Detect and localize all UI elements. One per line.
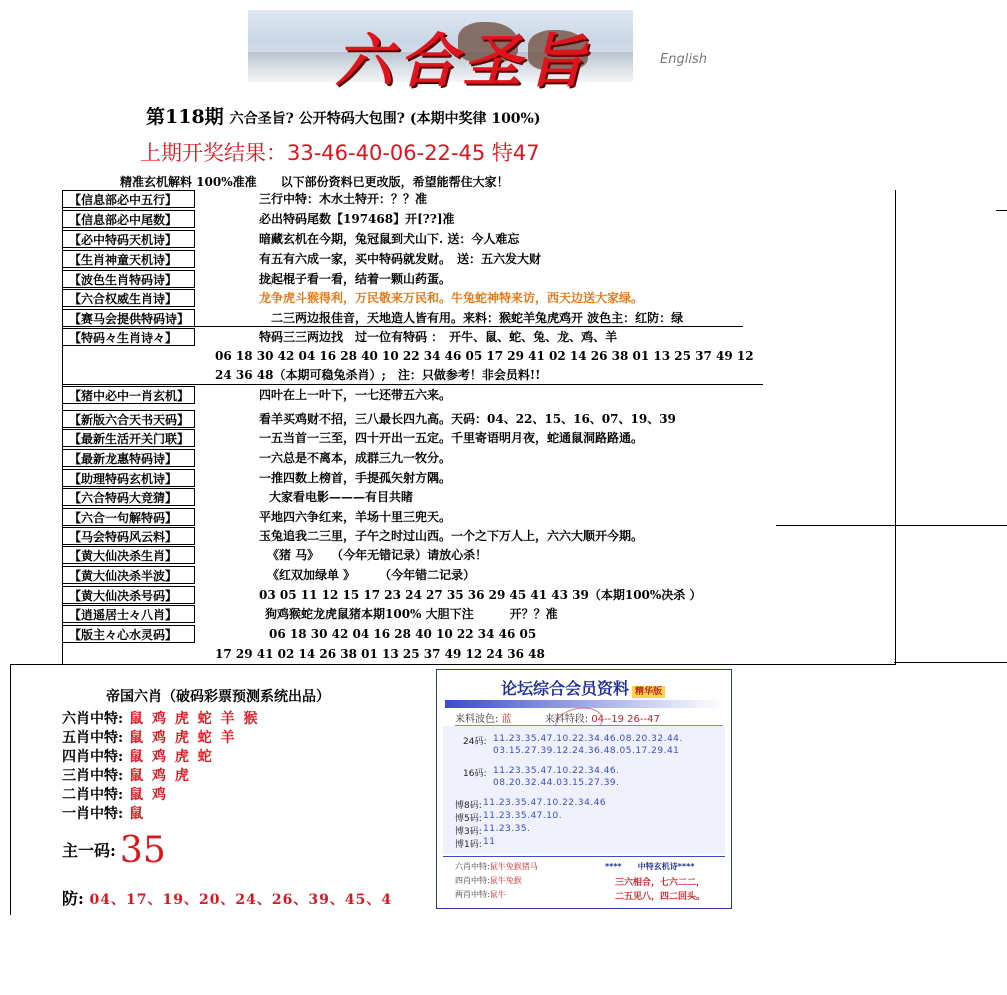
card-group-line: 11.23.35.47.10. [483, 811, 563, 821]
card-foot-label: 六肖中特: [455, 862, 490, 871]
row-label: 【马会特码风云料】 [63, 527, 195, 545]
card-foot-line [455, 875, 522, 886]
row-label: 【新版六合天书天码】 [63, 410, 195, 428]
card-footer [443, 856, 725, 905]
card-group-line: 11 [483, 837, 496, 847]
card-group-label: 博3码: [455, 827, 482, 837]
six-zodiac-row [62, 727, 237, 747]
row-value: 暗藏玄机在今期，兔冠鼠到犬山下. 送：今人难忘 [259, 232, 520, 246]
row-label: 【六合权威生肖诗】 [63, 289, 195, 307]
main-code-value: 35 [119, 830, 166, 871]
period-subtitle: 六合圣旨? 公开特码大包围? (本期中奖律 100%) [229, 111, 541, 127]
card-group-label: 博5码: [455, 814, 482, 824]
row-value: 二三两边报佳音，天地造人皆有用。来料：猴蛇羊兔虎鸡开 波色主：红防：绿 [271, 311, 684, 325]
previous-result: 上期开奖结果：33-46-40-06-22-45 特47 [140, 141, 540, 165]
card-group-label: 博1码: [455, 840, 482, 850]
row-value: 一推四数上榜首，手提孤矢射方隅。 [259, 471, 452, 485]
main-code [62, 830, 166, 871]
card-group-line: 08.20.32.44.03.15.27.39. [493, 778, 620, 788]
row-value: 有五有六成一家，买中特码就发财。 送：五六发大财 [259, 252, 542, 266]
card-group-line: 11.23.35.47.10.22.34.46. [493, 766, 620, 776]
card-group-line: 11.23.35.47.10.22.34.46 [483, 798, 607, 808]
six-zodiac-label: 二肖中特: [62, 787, 124, 803]
six-zodiac-row [62, 765, 191, 785]
row-value: 四叶在上一叶下，一七还带五六来。 [259, 388, 452, 402]
row-label: 【特码々生肖诗々】 [63, 328, 195, 346]
tips-table [62, 190, 896, 665]
six-zodiac-row [62, 746, 214, 766]
row-label: 【信息部必中尾数】 [63, 210, 195, 228]
six-zodiac-answer: 鼠 鸡 虎 蛇 [129, 749, 214, 765]
row-label: 【波色生肖特码诗】 [63, 270, 195, 288]
row-label: 【信息部必中五行】 [63, 190, 195, 208]
card-foot-value: 鼠牛 [489, 890, 506, 899]
main-code-label: 主一码: [62, 841, 116, 860]
row-value: 必出特码尾数【197468】开[??]准 [259, 212, 455, 226]
card-src-color: 蓝 [501, 714, 512, 725]
intro-text: 精准玄机解料 100%准准 以下部份资料已更改版，希望能帮住大家！ [120, 175, 509, 189]
card-title [447, 676, 719, 698]
zodiac-numbers-line-1: 06 18 30 42 04 16 28 40 10 22 34 46 05 17 29 41 02 14 26 38 01 13 25 37 49 12 [215, 349, 754, 363]
six-zodiac-answer: 鼠 鸡 虎 蛇 羊 [129, 730, 237, 746]
row-label: 【生肖神童天机诗】 [63, 250, 195, 268]
heart-numbers-line-2: 17 29 41 02 14 26 38 01 13 25 37 49 12 24 36 48 [215, 647, 545, 661]
six-zodiac-title: 帝国六肖（破码彩票预测系统出品） [106, 689, 330, 705]
defense-label: 防: [62, 889, 84, 908]
row-value: 平地四六争红来，羊场十里三兜天。 [259, 510, 452, 524]
card-foot-value: 鼠牛兔猴 [489, 876, 522, 885]
row-value: 大家看电影———有目共睹 [269, 490, 414, 504]
row-value: 一五当首一三至，四十开出一五定。千里寄语明月夜，蛇通鼠洞路路通。 [259, 431, 644, 445]
row-label: 【助理特码玄机诗】 [63, 469, 195, 487]
card-foot-value: 鼠牛兔猴猪马 [489, 862, 538, 871]
card-poem-line: 二五见八，四二回头。 [615, 892, 706, 902]
period-number: 第118期 [146, 106, 224, 128]
row-label: 【黄大仙决杀生肖】 [63, 546, 195, 564]
row-value: 一六总是不离本，成群三九一牧分。 [259, 451, 452, 465]
row-label: 【黄大仙决杀半波】 [63, 566, 195, 584]
row-value: 《猪 马》 （今年无错记录）请放心杀！ [267, 548, 488, 562]
card-number-grid [443, 726, 725, 854]
row-value: 03 05 11 12 15 17 23 24 27 35 36 29 45 41 43 39（本期100%决杀 ） [259, 588, 702, 602]
row-label: 【版主々心水灵码】 [63, 625, 195, 643]
decor-line [776, 525, 1007, 526]
banner-title: 六合圣旨 [335, 27, 592, 95]
six-zodiac-label: 五肖中特: [62, 730, 124, 746]
card-group-label: 24码: [463, 737, 487, 747]
card-poem-title: **** 中特玄机诗**** [605, 862, 695, 871]
card-badge: 精华版 [632, 686, 665, 698]
defense-values: 04、17、19、20、24、26、39、45、4 [89, 892, 393, 908]
six-zodiac-label: 三肖中特: [62, 768, 124, 784]
six-zodiac-row [62, 784, 168, 804]
six-zodiac-label: 四肖中特: [62, 749, 124, 765]
card-title-text: 论坛综合会员资料 [500, 679, 629, 698]
row-label: 【黄大仙决杀号码】 [63, 586, 195, 604]
member-data-card [436, 669, 732, 909]
row-label: 【赛马会提供特码诗】 [63, 309, 195, 327]
row-value: 06 18 30 42 04 16 28 40 10 22 34 46 05 [269, 627, 537, 641]
defense-numbers [62, 886, 437, 909]
six-zodiac-row [62, 803, 145, 823]
card-group-label: 16码: [463, 769, 487, 779]
six-zodiac-answer: 鼠 鸡 [129, 787, 169, 803]
card-poem-line: 三六相合，七六二二， [615, 878, 706, 888]
six-zodiac-answer: 鼠 [129, 806, 146, 822]
card-src-tail: 04--19 26--47 [591, 714, 660, 725]
row-label: 【必中特码天机诗】 [63, 230, 195, 248]
decor-line [996, 210, 1007, 211]
zodiac-numbers-line-2: 24 36 48（本期可稳兔杀肖）; 注：只做参考！非会员料!! [215, 368, 541, 382]
row-value: 龙争虎斗猴得利，万民敬来万民和。牛兔蛇神特来访，西天边送大家绿。 [259, 291, 644, 305]
row-value: 狗鸡猴蛇龙虎鼠猪本期100% 大胆下注 开？？准 [265, 607, 558, 621]
period-heading [146, 102, 540, 129]
card-group-line: 11.23.35. [483, 824, 531, 834]
english-link[interactable]: English [660, 52, 707, 67]
row-value: 玉兔追我二三里，子午之时过山西。一个之下万人上，六六大顺开今期。 [259, 529, 644, 543]
card-foot-line [455, 889, 506, 900]
six-zodiac-answer: 鼠 鸡 虎 蛇 羊 猴 [129, 711, 260, 727]
card-src-label: 来料波色: [455, 714, 499, 725]
row-value: 看羊买鸡财不招，三八最长四九高。天码：04、22、15、16、07、19、39 [259, 412, 676, 426]
row-label: 【六合一句解特码】 [63, 508, 195, 526]
six-zodiac-row [62, 708, 260, 728]
card-foot-label: 四肖中特: [455, 876, 490, 885]
row-label: 【六合特码大竞猜】 [63, 488, 195, 506]
decor-line [894, 662, 1007, 663]
card-foot-line [455, 861, 538, 872]
row-value: 三行中特：木水土特开：？？准 [259, 192, 428, 206]
row-label: 【猪中必中一肖玄机】 [63, 386, 195, 404]
row-value: 《红双加绿单 》 （今年错二记录） [267, 568, 476, 582]
row-value: 拢起棍子看一看，结着一颗山药蛋。 [259, 272, 452, 286]
six-zodiac-answer: 鼠 鸡 虎 [129, 768, 191, 784]
row-divider [63, 326, 743, 327]
six-zodiac-label: 六肖中特: [62, 711, 124, 727]
row-value: 特码三三两边找 过一位有特码 ： 开牛、鼠、蛇、兔、龙、鸡、羊 [259, 330, 618, 344]
card-group-label: 博8码: [455, 801, 482, 811]
six-zodiac-label: 一肖中特: [62, 806, 124, 822]
card-group-line: 03.15.27.39.12.24.36.48.05.17.29.41 [493, 746, 680, 756]
row-label: 【逍遥居士々八肖】 [63, 605, 195, 623]
card-foot-label: 两肖中特: [455, 890, 490, 899]
card-group-line: 11.23.35.47.10.22.34.46.08.20.32.44. [493, 734, 683, 744]
row-label: 【最新生活开关门联】 [63, 429, 195, 447]
card-src-tail-label: 来料特段: [544, 714, 589, 725]
row-label: 【最新龙惠特码诗】 [63, 449, 195, 467]
row-divider [63, 384, 763, 385]
